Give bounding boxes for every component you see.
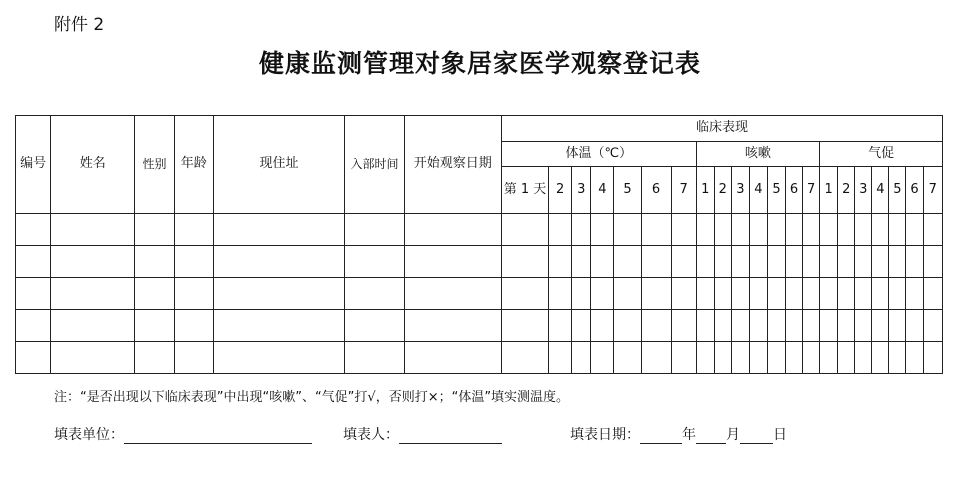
table-cell[interactable] xyxy=(671,278,696,310)
table-cell[interactable] xyxy=(749,246,767,278)
table-cell[interactable] xyxy=(731,214,749,246)
table-row xyxy=(16,214,943,246)
table-cell[interactable] xyxy=(174,310,213,342)
col-header-start-date: 开始观察日期 xyxy=(404,116,501,214)
col-header-name: 姓名 xyxy=(51,116,135,214)
unit-input-line[interactable] xyxy=(124,427,312,444)
table-cell[interactable] xyxy=(855,214,872,246)
table-cell[interactable] xyxy=(174,246,213,278)
table-cell[interactable] xyxy=(671,246,696,278)
table-cell[interactable] xyxy=(549,278,572,310)
table-cell[interactable] xyxy=(404,278,501,310)
table-cell[interactable] xyxy=(345,278,404,310)
table-cell[interactable] xyxy=(641,246,671,278)
table-cell[interactable] xyxy=(572,214,591,246)
table-cell[interactable] xyxy=(872,246,889,278)
table-cell[interactable] xyxy=(696,342,714,374)
table-cell[interactable] xyxy=(803,246,820,278)
table-cell[interactable] xyxy=(16,214,51,246)
table-cell[interactable] xyxy=(820,214,838,246)
table-cell[interactable] xyxy=(135,214,174,246)
table-cell[interactable] xyxy=(838,310,855,342)
filler-field xyxy=(343,424,502,444)
table-cell[interactable] xyxy=(174,342,213,374)
cough-day-4-header: 4 xyxy=(749,167,767,214)
cough-day-3-header: 3 xyxy=(731,167,749,214)
table-cell[interactable] xyxy=(786,310,803,342)
table-cell[interactable] xyxy=(696,310,714,342)
table-cell[interactable] xyxy=(671,214,696,246)
table-row xyxy=(16,246,943,278)
table-cell[interactable] xyxy=(803,278,820,310)
table-cell[interactable] xyxy=(767,214,785,246)
table-cell[interactable] xyxy=(572,342,591,374)
col-header-shortness-of-breath: 气促 xyxy=(820,142,943,167)
table-cell[interactable] xyxy=(591,310,614,342)
table-cell[interactable] xyxy=(906,310,923,342)
table-cell[interactable] xyxy=(923,246,942,278)
table-cell[interactable] xyxy=(889,342,906,374)
table-cell[interactable] xyxy=(906,342,923,374)
temp-day-2-header: 2 xyxy=(549,167,572,214)
table-cell[interactable] xyxy=(591,246,614,278)
table-cell[interactable] xyxy=(549,310,572,342)
col-header-sex: 性别 xyxy=(135,116,174,214)
table-cell[interactable] xyxy=(135,278,174,310)
table-cell[interactable] xyxy=(855,246,872,278)
table-cell[interactable] xyxy=(749,310,767,342)
temp-day-6-header: 6 xyxy=(641,167,671,214)
table-cell[interactable] xyxy=(614,214,641,246)
table-cell[interactable] xyxy=(731,246,749,278)
table-cell[interactable] xyxy=(838,246,855,278)
table-cell[interactable] xyxy=(641,214,671,246)
registration-table xyxy=(15,115,943,374)
filler-input-line[interactable] xyxy=(399,427,502,444)
table-cell[interactable] xyxy=(906,278,923,310)
table-cell[interactable] xyxy=(767,310,785,342)
table-cell[interactable] xyxy=(714,342,731,374)
table-cell[interactable] xyxy=(51,246,135,278)
table-cell[interactable] xyxy=(614,246,641,278)
table-cell[interactable] xyxy=(501,342,548,374)
header-row-1 xyxy=(16,116,943,142)
table-cell[interactable] xyxy=(591,278,614,310)
table-cell[interactable] xyxy=(838,214,855,246)
table-cell[interactable] xyxy=(889,214,906,246)
table-cell[interactable] xyxy=(213,278,345,310)
table-cell[interactable] xyxy=(838,342,855,374)
form-title: 健康监测管理对象居家医学观察登记表 xyxy=(258,49,701,78)
table-row xyxy=(16,278,943,310)
table-cell[interactable] xyxy=(404,214,501,246)
table-cell[interactable] xyxy=(803,342,820,374)
table-cell[interactable] xyxy=(696,278,714,310)
table-cell[interactable] xyxy=(174,278,213,310)
table-cell[interactable] xyxy=(786,214,803,246)
table-cell[interactable] xyxy=(767,278,785,310)
table-cell[interactable] xyxy=(820,310,838,342)
col-header-cough: 咳嗽 xyxy=(696,142,819,167)
temp-day-5-header: 5 xyxy=(614,167,641,214)
temp-day-7-header: 7 xyxy=(671,167,696,214)
year-input-line[interactable] xyxy=(640,427,682,444)
table-cell[interactable] xyxy=(820,246,838,278)
table-cell[interactable] xyxy=(749,214,767,246)
day-label: 日 xyxy=(773,427,787,443)
table-cell[interactable] xyxy=(16,342,51,374)
table-cell[interactable] xyxy=(549,342,572,374)
year-label: 年 xyxy=(682,427,696,443)
cough-day-2-header: 2 xyxy=(714,167,731,214)
month-label: 月 xyxy=(726,427,740,443)
table-cell[interactable] xyxy=(16,246,51,278)
table-cell[interactable] xyxy=(767,342,785,374)
cough-day-6-header: 6 xyxy=(786,167,803,214)
breath-day-7-header: 7 xyxy=(923,167,942,214)
table-cell[interactable] xyxy=(749,342,767,374)
table-cell[interactable] xyxy=(641,310,671,342)
table-cell[interactable] xyxy=(213,342,345,374)
table-cell[interactable] xyxy=(906,214,923,246)
col-header-clinical: 临床表现 xyxy=(501,116,942,142)
table-cell[interactable] xyxy=(641,342,671,374)
table-cell[interactable] xyxy=(872,214,889,246)
breath-day-4-header: 4 xyxy=(872,167,889,214)
table-cell[interactable] xyxy=(889,278,906,310)
breath-day-5-header: 5 xyxy=(889,167,906,214)
filler-label: 填表人： xyxy=(343,427,399,443)
table-cell[interactable] xyxy=(614,342,641,374)
breath-day-1-header: 1 xyxy=(820,167,838,214)
table-cell[interactable] xyxy=(345,214,404,246)
table-cell[interactable] xyxy=(906,246,923,278)
table-cell[interactable] xyxy=(404,310,501,342)
table-cell[interactable] xyxy=(51,214,135,246)
date-label: 填表日期： xyxy=(570,427,640,443)
table-cell[interactable] xyxy=(501,278,548,310)
temp-day-3-header: 3 xyxy=(572,167,591,214)
table-cell[interactable] xyxy=(749,278,767,310)
table-row xyxy=(16,310,943,342)
table-cell[interactable] xyxy=(923,342,942,374)
table-cell[interactable] xyxy=(213,246,345,278)
breath-day-2-header: 2 xyxy=(838,167,855,214)
unit-field xyxy=(54,424,312,444)
table-cell[interactable] xyxy=(731,310,749,342)
cough-day-7-header: 7 xyxy=(803,167,820,214)
table-cell[interactable] xyxy=(135,342,174,374)
table-cell[interactable] xyxy=(51,278,135,310)
table-cell[interactable] xyxy=(591,342,614,374)
attachment-label: 附件 2 xyxy=(54,15,105,35)
table-cell[interactable] xyxy=(923,310,942,342)
table-cell[interactable] xyxy=(923,278,942,310)
table-cell[interactable] xyxy=(889,310,906,342)
table-cell[interactable] xyxy=(614,278,641,310)
table-cell[interactable] xyxy=(820,278,838,310)
table-cell[interactable] xyxy=(786,278,803,310)
table-cell[interactable] xyxy=(51,310,135,342)
table-cell[interactable] xyxy=(404,342,501,374)
table-cell[interactable] xyxy=(501,310,548,342)
footer-note: 注：“是否出现以下临床表现”中出现“咳嗽”、“气促”打√，否则打×；“体温”填实测温度。 xyxy=(54,390,570,405)
table-cell[interactable] xyxy=(174,214,213,246)
table-cell[interactable] xyxy=(696,214,714,246)
table-cell[interactable] xyxy=(572,278,591,310)
table-cell[interactable] xyxy=(820,342,838,374)
table-cell[interactable] xyxy=(696,246,714,278)
table-cell[interactable] xyxy=(838,278,855,310)
table-cell[interactable] xyxy=(16,310,51,342)
table-cell[interactable] xyxy=(855,278,872,310)
unit-label: 填表单位： xyxy=(54,427,124,443)
table-cell[interactable] xyxy=(572,310,591,342)
cough-day-1-header: 1 xyxy=(696,167,714,214)
month-input-line[interactable] xyxy=(696,427,726,444)
col-header-entry-time: 入部时间 xyxy=(345,116,404,214)
table-cell[interactable] xyxy=(345,246,404,278)
temp-day-4-header: 4 xyxy=(591,167,614,214)
table-row xyxy=(16,342,943,374)
breath-day-6-header: 6 xyxy=(906,167,923,214)
table-cell[interactable] xyxy=(803,214,820,246)
table-cell[interactable] xyxy=(872,278,889,310)
table-cell[interactable] xyxy=(855,310,872,342)
table-cell[interactable] xyxy=(404,246,501,278)
col-header-age: 年龄 xyxy=(174,116,213,214)
table-cell[interactable] xyxy=(731,278,749,310)
table-cell[interactable] xyxy=(872,310,889,342)
table-cell[interactable] xyxy=(872,342,889,374)
table-cell[interactable] xyxy=(549,246,572,278)
col-header-number: 编号 xyxy=(16,116,51,214)
breath-day-3-header: 3 xyxy=(855,167,872,214)
date-field xyxy=(570,424,787,444)
table-cell[interactable] xyxy=(641,278,671,310)
table-cell[interactable] xyxy=(549,214,572,246)
table-cell[interactable] xyxy=(786,342,803,374)
table-cell[interactable] xyxy=(51,342,135,374)
table-cell[interactable] xyxy=(731,342,749,374)
temp-day-1-header: 第 1 天 xyxy=(501,167,548,214)
table-cell[interactable] xyxy=(714,310,731,342)
table-cell[interactable] xyxy=(671,342,696,374)
table-cell[interactable] xyxy=(16,278,51,310)
table-cell[interactable] xyxy=(889,246,906,278)
col-header-temperature: 体温（℃） xyxy=(501,142,696,167)
table-cell[interactable] xyxy=(213,214,345,246)
table-cell[interactable] xyxy=(135,246,174,278)
table-cell[interactable] xyxy=(345,310,404,342)
table-cell[interactable] xyxy=(855,342,872,374)
table-cell[interactable] xyxy=(501,246,548,278)
table-cell[interactable] xyxy=(786,246,803,278)
table-cell[interactable] xyxy=(923,214,942,246)
table-cell[interactable] xyxy=(714,214,731,246)
table-cell[interactable] xyxy=(671,310,696,342)
table-cell[interactable] xyxy=(803,310,820,342)
table-cell[interactable] xyxy=(345,342,404,374)
table-cell[interactable] xyxy=(135,310,174,342)
table-cell[interactable] xyxy=(213,310,345,342)
cough-day-5-header: 5 xyxy=(767,167,785,214)
table-cell[interactable] xyxy=(591,214,614,246)
table-cell[interactable] xyxy=(501,214,548,246)
day-input-line[interactable] xyxy=(740,427,773,444)
table-cell[interactable] xyxy=(572,246,591,278)
table-cell[interactable] xyxy=(714,278,731,310)
table-cell[interactable] xyxy=(767,246,785,278)
table-cell[interactable] xyxy=(714,246,731,278)
col-header-address: 现住址 xyxy=(213,116,345,214)
table-cell[interactable] xyxy=(614,310,641,342)
